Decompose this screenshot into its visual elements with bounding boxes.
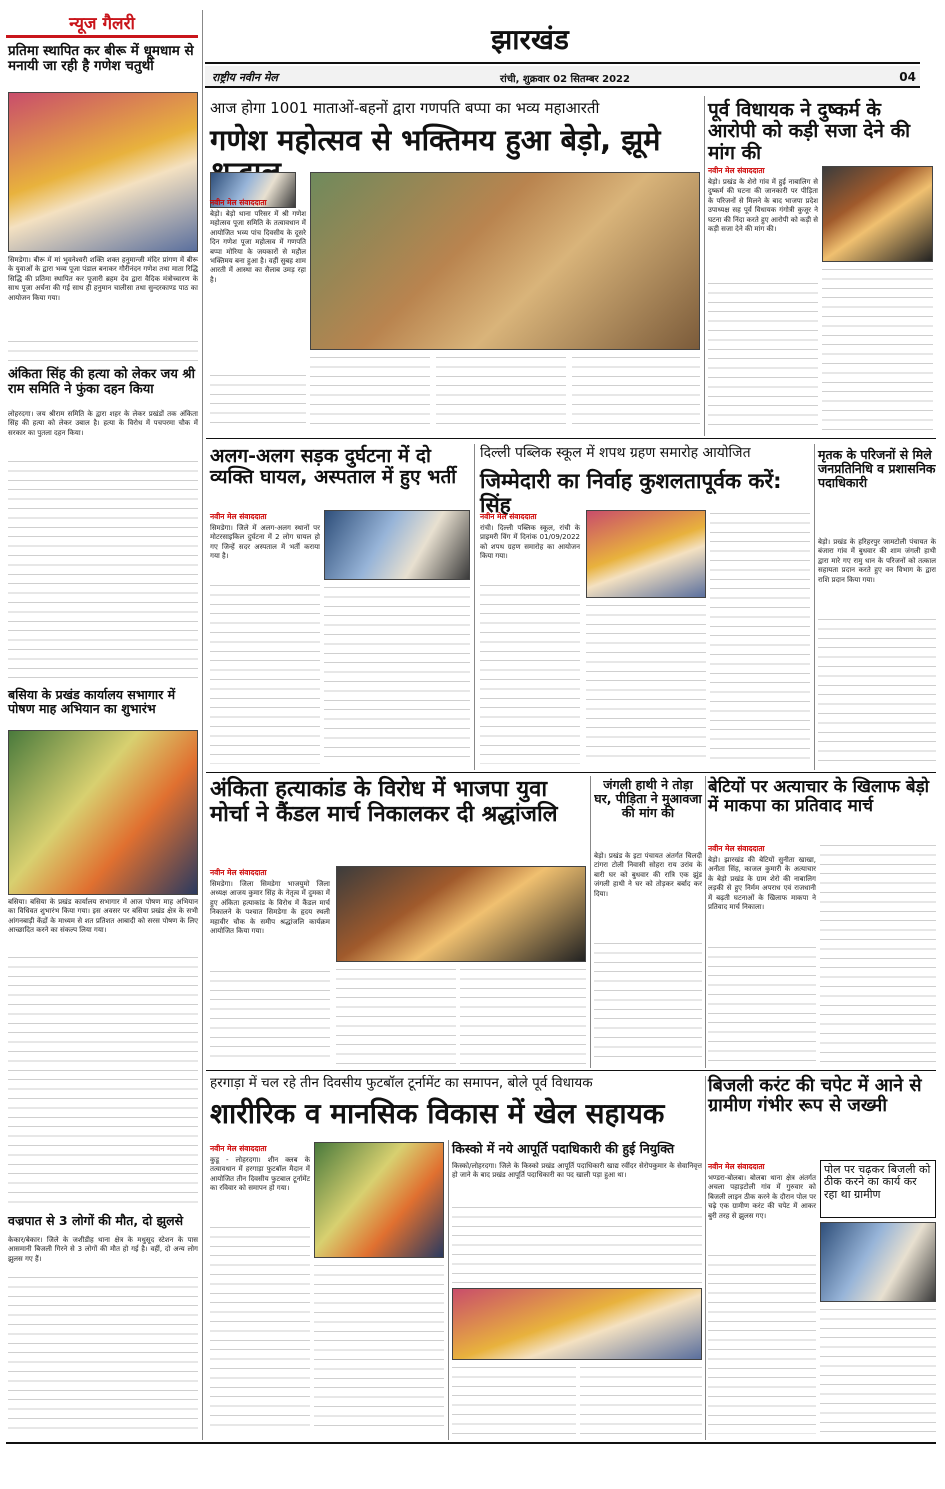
- left-story1-body: सिमडेगा। बीरू में मां भुवनेश्वरी शक्ति शक्त हनुमान्जी मंदिर प्रांगण में बीरू के युवाओं के द्वारा भव्य पूजा पंडाल बनाकर गौरीनंदन गणेश तथा माता रिद्धि सिद्धि की प्रतिमा स्थापित कर पूजारी ब्रहम देव द्वारा वैदिक मंत्रोच्चारण के साथ पूजा अर्चना की गई साथ ही हनुमान चालीसा तथा सुन्दरकाण्ड पाठ का आयोजन किया गया।: [8, 256, 198, 302]
- right-top-headline: पूर्व विधायक ने दुष्कर्म के आरोपी को कड़ी सजा देने की मांग की: [708, 99, 911, 164]
- right-top-body-cont: [708, 280, 818, 430]
- electric-body-col2: [820, 1306, 936, 1434]
- electric-photo: [820, 1222, 936, 1302]
- dps-byline: नवीन मेल संवाददाता: [480, 512, 537, 521]
- ankita-body: सिमडेगा। जिला सिमडेगा भाजयुमो जिला अध्यक्ष आजय कुमार सिंह के नेतृत्व में दुमका में हुए अंकिता हत्याकांड के विरोध में कैंडल मार्च निकालने के पश्चात सिमडेगा के हृदय स्थली महावीर चौक के समीप श्रद्धांजलि कार्यक्रम आयोजित किया गया।: [210, 880, 330, 936]
- football-team-photo: [314, 1142, 444, 1258]
- ankita-body-col3: [460, 966, 586, 1064]
- dps-photo: [586, 510, 706, 598]
- electric-pullquote: पोल पर चढ़कर बिजली को ठीक करने का कार्य कर रहा था ग्रामीण: [820, 1160, 936, 1218]
- left-column-divider: [202, 10, 203, 1440]
- lead-body-col4: [572, 354, 700, 424]
- lead-divider: [704, 96, 705, 436]
- lead-kicker: आज होगा 1001 माताओं-बहनों द्वारा गणपति बप्पा का भव्य महाआरती: [210, 99, 600, 117]
- left-story1-headline: प्रतिमा स्थापित कर बीरू में धूमधाम से मनायी जा रही है गणेश चतुर्थी: [8, 43, 194, 75]
- cpm-byline: नवीन मेल संवाददाता: [708, 844, 765, 853]
- left-story2-body-cont: [8, 458, 198, 684]
- accident-body-cont: [210, 582, 320, 764]
- electric-headline: बिजली करंट की चपेट में आने से ग्रामीण गंभीर रूप से जख्मी: [708, 1075, 922, 1117]
- electric-byline: नवीन मेल संवाददाता: [708, 1162, 765, 1171]
- cpm-body: बेड़ो। झारखंड की बेटियों सुनीता खाखा, अनीता सिंह, काजल कुमारी के अत्याचार के बेड़ो प्रखंड के ग्राम शेरो की नाबालिग लड़की से हुए निर्मम अपराध एवं राजधानी में बढ़ती घटनाओं के खिलाफ माकपा ने प्रतिवाद मार्च निकाला।: [708, 856, 816, 912]
- left-story4-headline: वज्रपात से 3 लोगों की मौत, दो झुलसे: [8, 1213, 184, 1228]
- kisko-photo: [452, 1288, 702, 1360]
- martyr-body-cont: [818, 616, 936, 764]
- cpm-headline: बेटियों पर अत्याचार के खिलाफ बेड़ो में माकपा का प्रतिवाद मार्च: [708, 777, 930, 817]
- elephant-headline: जंगली हाथी ने तोड़ा घर, पीड़िता ने मुआवजा की मांग की: [594, 777, 702, 820]
- martyr-body: बेड़ो। प्रखंड के हरिहरपुर जामटोली पंचायत के बंजारा गांव में बुधवार की शाम जंगली हाथी द्वारा मारे गए रामु धान के परिजनों को तत्काल सहायता प्रदान करते हुए वन विभाग के द्वारा राशि प्रदान किया गया।: [818, 538, 936, 584]
- right-top-photo: [822, 166, 933, 262]
- dps-kicker: दिल्ली पब्लिक स्कूल में शपथ ग्रहण समारोह आयोजित: [480, 445, 751, 461]
- page-number: 04: [899, 70, 916, 84]
- elephant-divider: [705, 776, 706, 1068]
- ankita-body-col2: [336, 966, 456, 1064]
- dps-body-col2: [586, 602, 706, 764]
- section-rule-1: [206, 438, 936, 439]
- ankita-divider: [590, 776, 591, 1068]
- news-gallery-label: न्यूज गैलरी: [6, 10, 198, 38]
- lead-photo-arti: [310, 172, 700, 350]
- accident-headline: अलग-अलग सड़क दुर्घटना में दो व्यक्ति घायल, अस्पताल में हुए भर्ती: [210, 445, 457, 489]
- candle-march-photo: [336, 866, 586, 962]
- dps-body-cont: [480, 582, 580, 764]
- masthead-rule: [205, 62, 920, 64]
- lead-byline: नवीन मेल संवाददाता: [210, 198, 267, 207]
- masthead-dateline: रांची, शुक्रवार 02 सितम्बर 2022: [500, 74, 630, 85]
- football-headline: शारीरिक व मानसिक विकास में खेल सहायक: [210, 1097, 665, 1130]
- kisko-body-col2: [452, 1364, 576, 1434]
- right-top-body-col2: [822, 266, 933, 430]
- lead-body-cont: [210, 372, 306, 424]
- dps-body-col3: [710, 510, 810, 764]
- ankita-headline: अंकिता हत्याकांड के विरोध में भाजपा युवा मोर्चा ने कैंडल मार्च निकालकर दी श्रद्धांजलि: [210, 777, 558, 827]
- football-kicker: हरगाड़ा में चल रहे तीन दिवसीय फुटबॉल टूर्नामेंट का समापन, बोले पूर्व विधायक: [210, 1075, 593, 1091]
- cpm-body-cont: [708, 944, 816, 1064]
- kisko-divider: [705, 1076, 706, 1440]
- ganesh-idol-photo: [8, 92, 198, 252]
- left-story4-body: केकार/बेकार। जिले के जशीडीह थाना क्षेत्र के मधुसूद स्टेशन के पास आसमानी बिजली गिरने से 3 लोगों की मौत हो गई है। वहीं, दो अन्य लोग झुलस गए हैं।: [8, 1236, 198, 1263]
- accident-divider: [474, 444, 475, 770]
- left-story1-body-cont: [8, 338, 198, 364]
- section-rule-3: [206, 1070, 936, 1071]
- page-bottom-rule: [6, 1442, 936, 1444]
- elephant-body-cont: [594, 940, 702, 1064]
- accident-body: सिमडेगा। जिले में अलग-अलग स्थानों पर मोटरसाइकिल दुर्घटना में 2 लोग घायल हो गए जिन्हें सदर अस्पताल में भर्ती कराया गया है।: [210, 524, 320, 561]
- lead-body: बेड़ो। बेड़ो थाना परिसर में श्री गणेश महोत्सव पूजा समिति के तत्वावधान में आयोजित भव्य पांच दिवसीय के दूसरे दिन गणेश पूजा महोत्सव में गणपति बप्पा मोरिया के जयकारों से महौल भक्तिमय बना हुआ है। वहीं सुबह शाम आरती में आस्था का सैलाब उमड़ रहा है।: [210, 210, 306, 284]
- ankita-byline: नवीन मेल संवाददाता: [210, 868, 267, 877]
- dps-divider: [814, 444, 815, 770]
- cpm-body-col2: [820, 842, 936, 1064]
- masthead-section-title: झारखंड: [491, 23, 569, 56]
- football-body-cont: [210, 1224, 310, 1434]
- electric-body: भण्डरा-बोलबा। बोलबा थाना क्षेत्र अंतर्गत अचला पहाड़टोली गांव में गुरुवार को बिजली लाइन ठीक करने के दौरान पोल पर चढ़े एक ग्रामीण करंट की चपेट में आकर बुरी तरह से झुलस गए।: [708, 1174, 816, 1220]
- lead-body-col3: [436, 354, 566, 424]
- kisko-body-cont: [452, 1204, 702, 1284]
- masthead-paper-name: राष्ट्रीय नवीन मेल: [212, 71, 278, 84]
- left-story3-headline: बसिया के प्रखंड कार्यालय सभागार में पोषण माह अभियान का शुभारंभ: [8, 687, 176, 716]
- left-story3-body: बसिया। बसिया के प्रखंड कार्यालय सभागार में आज पोषण माह अभियान का विधिवत शुभारंभ किया गया। इस अवसर पर बसिया प्रखंड क्षेत्र के सभी आंगनबाड़ी केंद्रों के माध्यम से शत प्रतिशत आबादी को सरस पोषण के लिए आच्छादित करने का संकल्प लिया गया।: [8, 898, 198, 935]
- ankita-body-cont: [210, 968, 330, 1064]
- kisko-body-col3: [580, 1364, 702, 1434]
- left-story3-body-cont: [8, 954, 198, 1210]
- martyr-headline: मृतक के परिजनों से मिले जनप्रतिनिधि व प्रशासनिक पदाधिकारी: [818, 447, 936, 490]
- left-story2-headline: अंकिता सिंह की हत्या को लेकर जय श्री राम समिति ने फुंका दहन किया: [8, 367, 195, 397]
- kisko-body: किस्को/लोहरदगा। जिले के किस्को प्रखंड आपूर्ति पदाधिकारी खाद्य रवींदर सेरोपकुमार के सेवानिवृत्त हो जाने के बाद प्रखंड आपूर्ति पदाधिकारी का पद खाली पड़ा हुआ था।: [452, 1162, 702, 1180]
- football-body: कुडू - लोहरदगा। शीन क्लब के तत्वावधान में हरगाड़ा फुटबॉल मैदान में आयोजित तीन दिवसीय फुटबाल टूर्नामेंट का रविवार को समापन हो गया।: [210, 1156, 310, 1193]
- accident-photo: [324, 510, 470, 580]
- kisko-headline: किस्को में नये आपूर्ति पदाधिकारी की हुई नियुक्ति: [452, 1141, 675, 1156]
- lead-headline: गणेश महोत्सव से भक्तिमय हुआ बेड़ो, झूमे: [210, 123, 661, 157]
- lead-body-col2: [310, 354, 430, 424]
- right-top-body: बेड़ो। प्रखंड के शेरो गांव में हुई नाबालिग से दुष्कर्म की घटना की जानकारी पर पीड़िता के परिजनों से मिलने के बाद भाजपा प्रदेश उपाध्यक्ष सह पूर्व विधायक गंगोत्री कुजूर ने घटना की निंदा करते हुए आरोपी को कड़ी से कड़ी सजा देने की मांग की।: [708, 178, 818, 234]
- left-story2-body: लोहरदगा। जय श्रीराम समिति के द्वारा शहर के लेकर प्रखंडों तक अंकिता सिंह की हत्या को लेकर उबाल है। हत्या के विरोध में पचपरमा चौक में सरकार का पुतला दहन किया।: [8, 410, 198, 437]
- dps-body: रांची। दिल्ली पब्लिक स्कूल, रांची के प्राइमरी विंग में दिनांक 01/09/2022 को शपथ ग्रहण समारोह का आयोजन किया गया।: [480, 524, 580, 561]
- section-rule-2: [206, 772, 936, 773]
- football-body-col2: [314, 1262, 444, 1434]
- dps-headline: जिम्मेदारी का निर्वाह कुशलतापूर्वक करें: सिंह: [480, 469, 782, 517]
- poshan-mah-photo: [8, 730, 198, 895]
- left-story4-body-cont: [8, 1274, 198, 1434]
- elephant-body: बेड़ो। प्रखंड के इटा पंचायत अंतर्गत चिलदी टांगरा टोली निवासी सोहरा राय उरांव के बारी घर को बुधवार की रात्रि एक झुंड जंगली हाथी ने घर को तोड़कर बर्बाद कर दिया।: [594, 852, 702, 898]
- accident-byline: नवीन मेल संवाददाता: [210, 512, 267, 521]
- right-top-byline: नवीन मेल संवाददाता: [708, 166, 765, 175]
- accident-body-col2: [324, 584, 470, 764]
- football-divider: [448, 1140, 449, 1440]
- football-byline: नवीन मेल संवाददाता: [210, 1144, 267, 1153]
- electric-body-cont: [708, 1252, 816, 1434]
